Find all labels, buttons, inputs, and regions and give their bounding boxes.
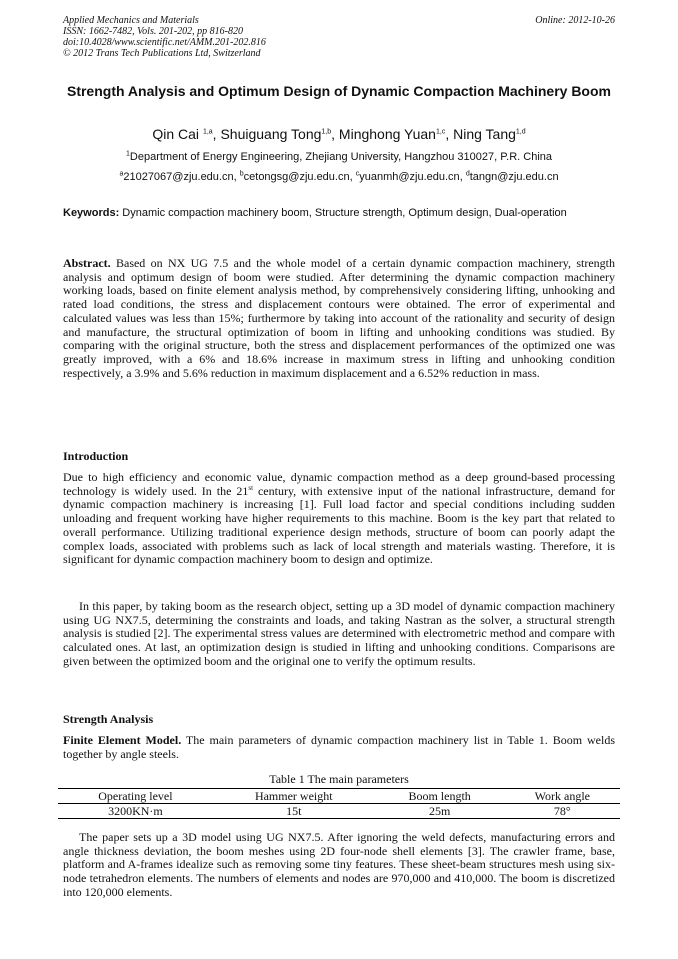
email: $^b$cetongsg@zju.edu.cn, bbox=[239, 170, 356, 183]
intro-paragraph-2: In this paper, by taking boom as the research object, setting up a 3D model of dynamic compaction machinery using UG NX7.5, determining the constraints and loads, and taking Nastran as the solver, a structural strength analysis is studied [2]. The experimental stress values are determined with electrometric method and compare with calculated ones. At last, an optimization design is studied in lifting and unhooking conditions. Comparisons are given between the optimized boom and the original one to verify the optimum results. bbox=[63, 599, 615, 668]
email: $^d$tangn@zju.edu.cn bbox=[465, 170, 559, 183]
issn-line: ISSN: 1662-7482, Vols. 201-202, pp 816-820 bbox=[63, 26, 243, 37]
abstract-label: Abstract. bbox=[63, 256, 111, 270]
author: Shuiguang Tong$^{1,b}$, bbox=[220, 126, 339, 142]
parameters-table bbox=[58, 788, 620, 819]
online-date: Online: 2012-10-26 bbox=[535, 15, 615, 26]
table-header-cell: Operating level bbox=[98, 789, 173, 803]
author: Ning Tang$^{1,d}$ bbox=[453, 126, 526, 142]
author-emails bbox=[63, 170, 615, 184]
table-row bbox=[58, 804, 620, 819]
author: Minghong Yuan$^{1,c}$, bbox=[338, 126, 454, 142]
journal-header bbox=[63, 15, 266, 59]
table-header-cell: Work angle bbox=[534, 789, 590, 803]
section-heading-strength: Strength Analysis bbox=[63, 712, 154, 726]
email: $^a$21027067@zju.edu.cn, bbox=[119, 170, 240, 183]
table-cell: 25m bbox=[428, 804, 451, 818]
keywords-label: Keywords: bbox=[63, 207, 120, 219]
doi-line: doi:10.4028/www.scientific.net/AMM.201-202.816 bbox=[63, 37, 266, 48]
abstract bbox=[63, 257, 615, 380]
table-cell: 15t bbox=[286, 804, 302, 818]
journal-name: Applied Mechanics and Materials bbox=[63, 15, 199, 26]
table-cell: 78° bbox=[553, 804, 571, 818]
paper-title: Strength Analysis and Optimum Design of Dynamic Compaction Machinery Boom bbox=[66, 83, 611, 99]
email: $^c$yuanmh@zju.edu.cn, bbox=[355, 170, 466, 183]
table-cell: 3200KN·m bbox=[108, 804, 163, 818]
affiliation: $^1$Department of Energy Engineering, Zhejiang University, Hangzhou 310027, P.R. China bbox=[125, 150, 553, 163]
author: Qin Cai $^{1,a}$, bbox=[152, 126, 221, 142]
keywords-text: Dynamic compaction machinery boom, Structure strength, Optimum design, Dual-operation bbox=[119, 207, 567, 219]
intro-paragraph-1: Due to high efficiency and economic value, dynamic compaction method as a deep ground-based processing technology is widely used. In the 21st century, with extensive input of the national infrastructure, demand for dynamic compaction machinery is increasing [1]. Full load factor and special conditions including sudden unloading and frequent working have higher requirements to this machine. Boom is the key part that related to overall performance. Utilizing traditional experience design methods, structure of boom can poorly adapt the complex loads, associated with problems such as lack of local strength and materials wasting. Therefore, it is significant for dynamic compaction machinery boom to design and optimize. bbox=[63, 470, 615, 567]
table-header-cell: Boom length bbox=[408, 789, 471, 803]
table-header-row bbox=[58, 789, 620, 804]
table-caption: Table 1 The main parameters bbox=[269, 772, 409, 786]
copyright-line: © 2012 Trans Tech Publications Ltd, Switzerland bbox=[63, 48, 261, 59]
fem-paragraph bbox=[63, 734, 615, 761]
fem-label: Finite Element Model. bbox=[63, 733, 182, 747]
author-list bbox=[63, 125, 615, 143]
section-heading-introduction: Introduction bbox=[63, 449, 129, 463]
table-header-cell: Hammer weight bbox=[254, 789, 333, 803]
abstract-text: Based on NX UG 7.5 and the whole model of a certain dynamic compaction machinery, strength analysis and optimum design of boom were studied. After determining the dynamic compaction machinery working loads, based on finite element analysis method, by comprehensively considering lifting, unhooking and rated load conditions, the stress and displacement contours were obtained. The error of experimental and calculated values was less than 15%; furthermore by taking into account of the rationality and security of design and manufacture, the structural optimization of boom in lifting and unhooking conditions was studied. By comparing with the original structure, both the stress and displacement performances of the optimized one was greatly improved, with a 6% and 18.6% increase in maximum stress in lifting and unhooking condition respectively, a 3.9% and 5.6% reduction in maximum displacement and a 6.52% reduction in mass. bbox=[63, 256, 615, 380]
model-paragraph: The paper sets up a 3D model using UG NX7.5. After ignoring the weld defects, manufacturing errors and angle thickness deviation, the boom meshes using 2D four-node shell elements [3]. The crawler frame, base, platform and A-frames idealize such as removing some tiny features. These sheet-beam structures mesh using six-node tetrahedron elements. The numbers of elements and nodes are 970,000 and 410,000. The boom is discretized into 120,000 elements. bbox=[63, 830, 615, 899]
fem-text: The main parameters of dynamic compaction machinery list in Table 1. Boom welds together by angle steels. bbox=[63, 733, 616, 761]
keywords bbox=[63, 206, 615, 220]
